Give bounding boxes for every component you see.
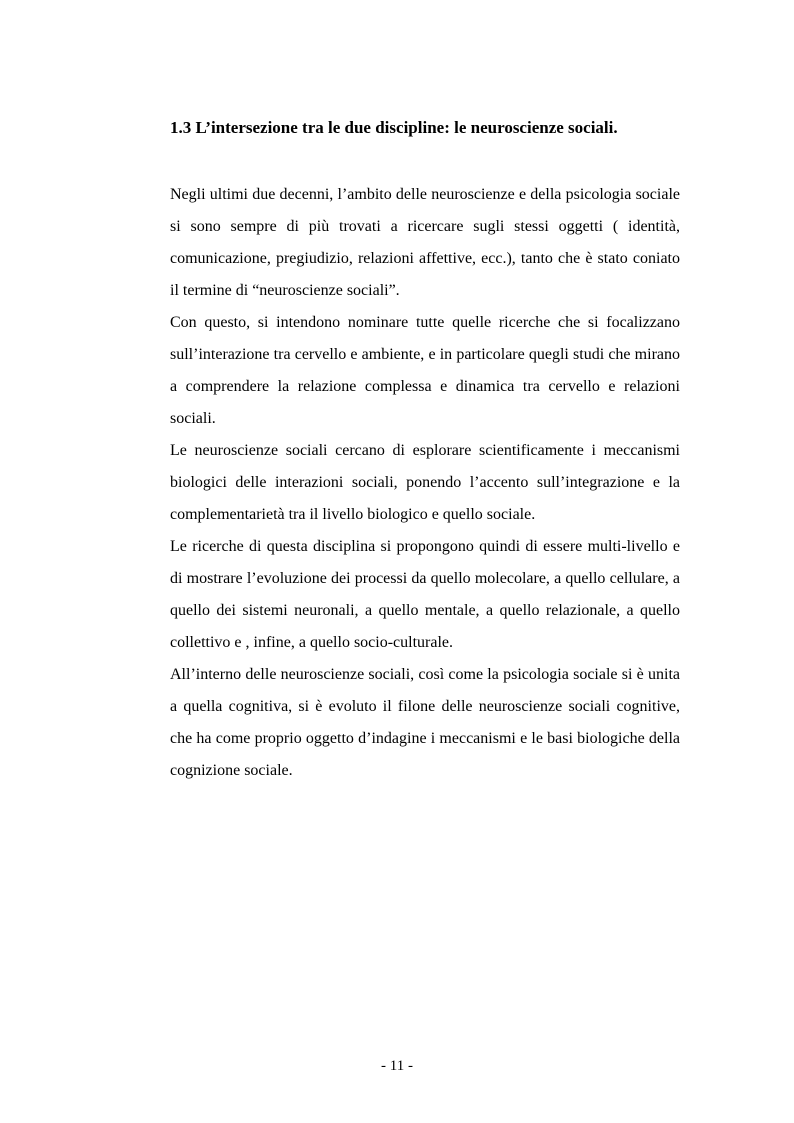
paragraph-1: Negli ultimi due decenni, l’ambito delle neuroscienze e della psicologia sociale si sono sempre di più trovati a ricercare sugli stessi oggetti ( identità, comunicazione, pregiudizio, relazioni affettive, ecc.), tanto che è stato coniato il termine di “neuroscienze sociali”. — [170, 186, 680, 299]
paragraph-5: All’interno delle neuroscienze sociali, così come la psicologia sociale si è unita a quella cognitiva, si è evoluto il filone delle neuroscienze sociali cognitive, che ha come proprio oggetto d’indagine i meccanismi e le basi biologiche della cognizione sociale. — [170, 666, 680, 779]
page-number: - 11 - — [381, 1058, 413, 1074]
page-content — [170, 117, 680, 787]
body-text — [170, 179, 680, 787]
paragraph-2: Con questo, si intendono nominare tutte quelle ricerche che si focalizzano sull’interazione tra cervello e ambiente, e in particolare quegli studi che mirano a comprendere la relazione complessa e dinamica tra cervello e relazioni sociali. — [170, 314, 680, 427]
paragraph-3: Le neuroscienze sociali cercano di esplorare scientificamente i meccanismi biologici delle interazioni sociali, ponendo l’accento sull’integrazione e la complementarietà tra il livello biologico e quello sociale. — [170, 442, 680, 523]
section-title: 1.3 L’intersezione tra le due discipline: le neuroscienze sociali. — [170, 118, 618, 137]
paragraph-4: Le ricerche di questa disciplina si propongono quindi di essere multi-livello e di mostrare l’evoluzione dei processi da quello molecolare, a quello cellulare, a quello dei sistemi neuronali, a quello mentale, a quello relazionale, a quello collettivo e , infine, a quello socio-culturale. — [170, 538, 680, 651]
